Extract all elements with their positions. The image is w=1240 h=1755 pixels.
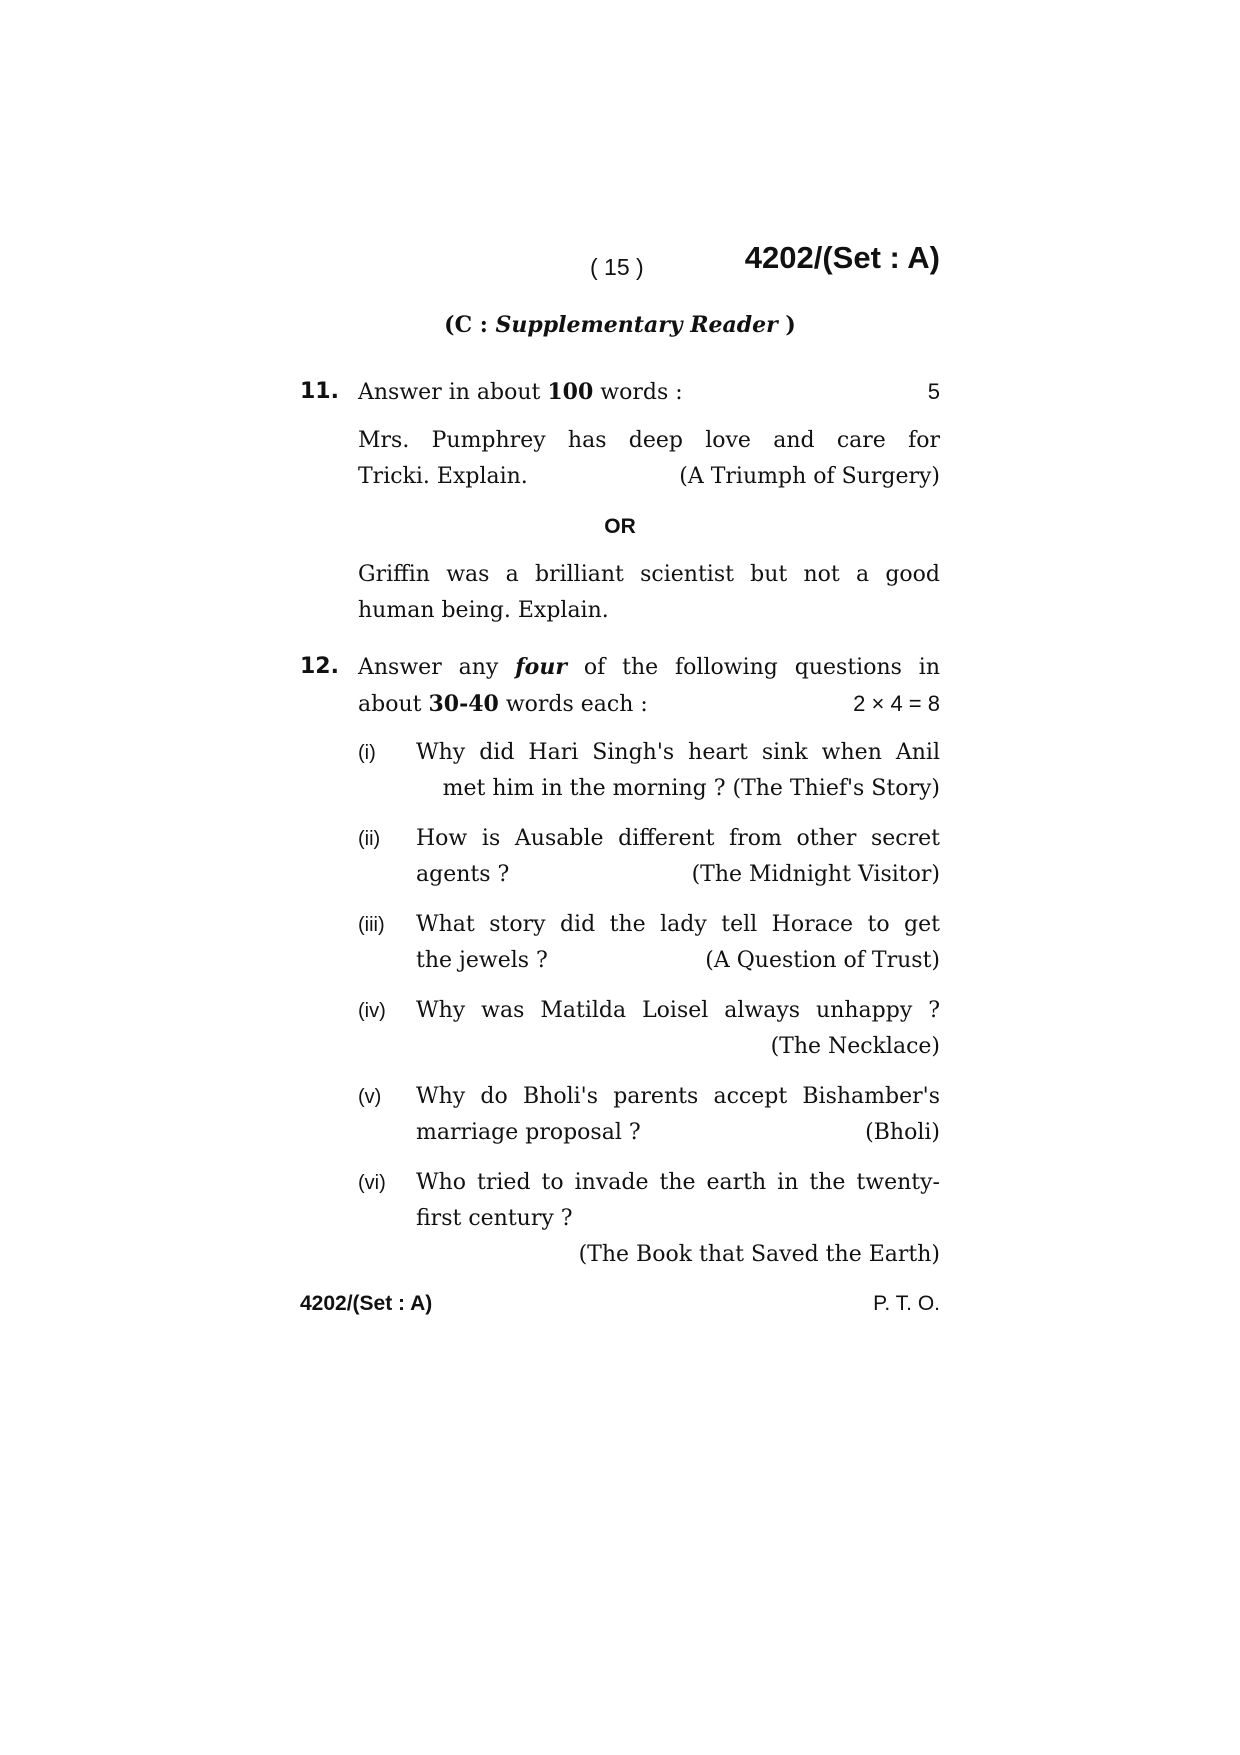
footer-paper-code: 4202/(Set : A) <box>300 1292 433 1315</box>
instruction-text <box>358 374 683 411</box>
page-number: ( 15 ) <box>590 254 644 280</box>
sub-question-number: (v) <box>358 1086 382 1108</box>
sub-question-line2: agents ? <box>416 862 510 887</box>
line1-post: of the following questions in <box>566 655 940 680</box>
question-marks: 2 × 4 = 8 <box>853 691 940 716</box>
question-marks: 5 <box>927 379 940 404</box>
sub-question-line1: How is Ausable different from other secret <box>416 826 940 851</box>
sub-question-source: (Bholi) <box>865 1120 940 1145</box>
sub-question-source: (The Midnight Visitor) <box>691 862 940 887</box>
footer-pto: P. T. O. <box>873 1292 940 1315</box>
sub-question-number: (i) <box>358 742 376 764</box>
option-b-line1: Griffin was a brilliant scientist but not a good <box>358 562 940 587</box>
line2-text <box>358 686 648 723</box>
option-b <box>358 557 940 629</box>
sub-question-line1: Why did Hari Singh's heart sink when Anil <box>416 740 940 765</box>
sub-question-line2-row <box>416 943 940 979</box>
line2-post: words each : <box>498 692 648 717</box>
sub-question-line1: What story did the lady tell Horace to get <box>416 912 940 937</box>
question-12-line1 <box>358 649 940 686</box>
sub-question-list <box>358 735 940 1273</box>
option-a-line2: Tricki. Explain. <box>358 464 528 489</box>
sub-question-line2: the jewels ? <box>416 948 548 973</box>
question-instruction <box>358 374 940 411</box>
option-a-line1: Mrs. Pumphrey has deep love and care for <box>358 428 940 453</box>
paper-code: 4202/(Set : A) <box>744 240 940 275</box>
sub-question-number: (iii) <box>358 914 385 936</box>
sub-question-source: (The Necklace) <box>770 1034 940 1059</box>
option-a-line2-row <box>358 459 940 495</box>
sub-question-line2: met him in the morning ? (The Thief's Story) <box>442 776 940 801</box>
question-number: 11. <box>300 379 339 404</box>
instruction-post: words : <box>593 380 683 405</box>
page-footer <box>300 1292 940 1316</box>
sub-question-number: (iv) <box>358 1000 386 1022</box>
line2-pre: about <box>358 692 429 717</box>
sub-question-line1: Who tried to invade the earth in the twenty- <box>416 1170 940 1195</box>
sub-question-line1: Why was Matilda Loisel always unhappy ? <box>416 998 940 1023</box>
or-divider: OR <box>604 515 636 538</box>
sub-question <box>358 821 940 893</box>
question-11 <box>300 374 940 629</box>
question-number: 12. <box>300 654 339 679</box>
sub-question <box>358 1079 940 1151</box>
sub-question-line2: marriage proposal ? <box>416 1120 641 1145</box>
sub-question-number: (ii) <box>358 828 381 850</box>
sub-question-line2: first century ? <box>416 1206 573 1231</box>
line1-pre: Answer any <box>358 655 516 680</box>
section-name: Supplementary Reader <box>495 312 778 338</box>
option-a <box>358 423 940 495</box>
sub-question-source: (The Book that Saved the Earth) <box>578 1242 940 1267</box>
page-header <box>300 240 940 290</box>
sub-question-line2-row <box>416 1115 940 1151</box>
page-content <box>300 240 940 1287</box>
instruction-pre: Answer in about <box>358 380 548 405</box>
section-suffix: ) <box>777 312 796 338</box>
sub-question-line2-row <box>416 857 940 893</box>
section-title <box>300 312 940 338</box>
option-a-source: (A Triumph of Surgery) <box>679 464 940 489</box>
sub-question <box>358 735 940 807</box>
line1-emphasis: four <box>515 654 567 680</box>
sub-question-number: (vi) <box>358 1172 386 1194</box>
question-12 <box>300 649 940 1273</box>
question-12-line2 <box>358 686 940 723</box>
sub-question <box>358 1165 940 1273</box>
option-b-line2: human being. Explain. <box>358 598 609 623</box>
sub-question-line1: Why do Bholi's parents accept Bishamber's <box>416 1084 940 1109</box>
sub-question-source: (A Question of Trust) <box>705 948 940 973</box>
instruction-word-count: 100 <box>547 379 594 405</box>
sub-question <box>358 993 940 1065</box>
line2-word-range: 30-40 <box>428 691 499 717</box>
sub-question <box>358 907 940 979</box>
section-prefix: (C : <box>444 312 496 338</box>
